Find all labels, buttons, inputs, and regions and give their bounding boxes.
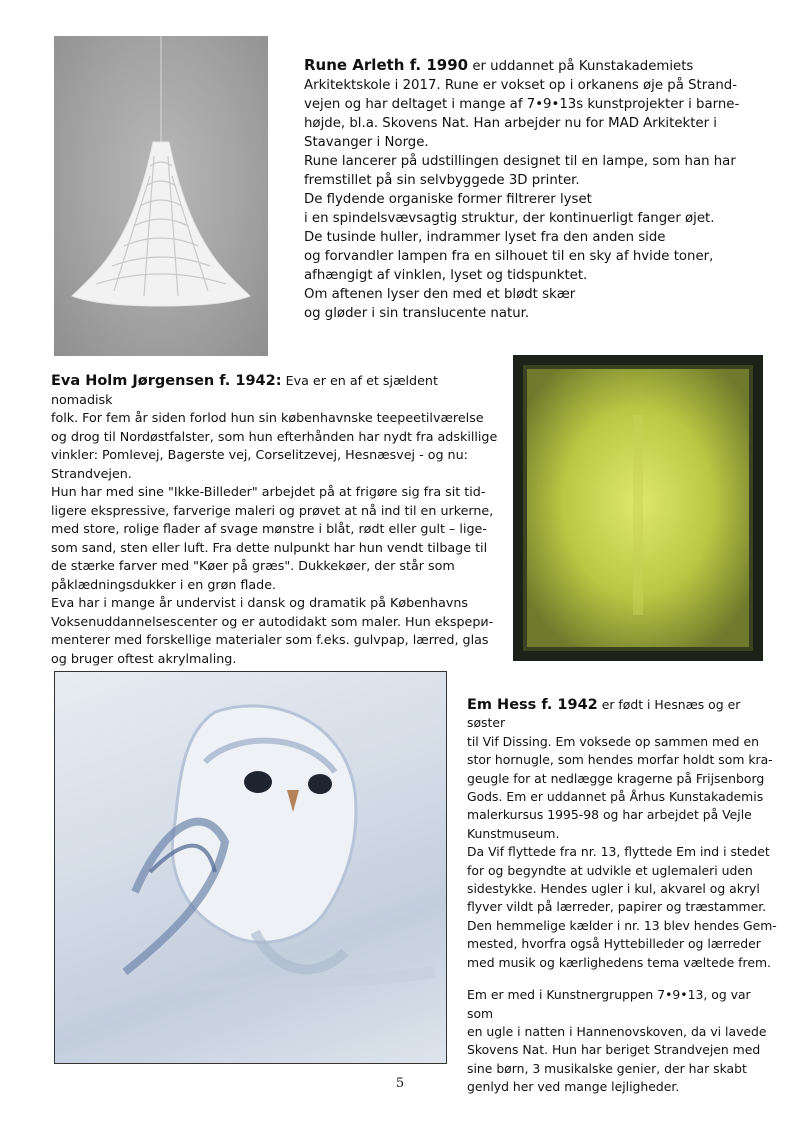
bio-text: de stærke farver med "Køer på græs". Dukkekøer, der står som (51, 558, 455, 573)
bio-text: Skovens Nat. Hun har beriget Strandvejen med (467, 1042, 761, 1058)
bio-line-1 (51, 372, 501, 409)
bio-line-1 (304, 56, 754, 76)
bio-text: med musik og kærlighedens tema væltede frem. (467, 954, 771, 970)
bio-text: geugle for at nedlægge kragerne på Frijsenborg (467, 770, 765, 786)
bio-text: højde, bl.a. Skovens Nat. Han arbejder nu for MAD Arkitekter i (304, 116, 717, 131)
paragraph-gap (467, 972, 777, 986)
bio-text: Om aftenen lyser den med et blødt skær (304, 287, 576, 302)
artist-bio-rune-arleth (304, 56, 754, 323)
bio-text: er uddannet på Kunstakademiets (472, 59, 694, 74)
bio-text: Hun har med sine "Ikke-Billeder" arbejdet på at frigøre sig fra sit tid- (51, 484, 486, 499)
bio-text: Kunstmuseum. (467, 825, 560, 841)
bio-text: en ugle i natten i Hannenovskoven, da vi lavede (467, 1023, 767, 1039)
bio-text: Rune lancerer på udstillingen designet til en lampe, som han har (304, 154, 736, 169)
lamp-photo (54, 36, 268, 356)
artist-name: Em Hess f. 1942 (467, 697, 598, 713)
bio-text: sine børn, 3 musikalske genier, der har skabt (467, 1060, 747, 1076)
bio-text: Den hemmelige kælder i nr. 13 blev hendes Gem- (467, 917, 777, 933)
bio-text: Eva har i mange år undervist i dansk og dramatik på Københavns (51, 595, 469, 610)
owl-illustration (55, 672, 446, 1063)
bio-text: Arkitektskole i 2017. Rune er vokset op i orkanens øje på Strand- (304, 78, 738, 93)
green-painting-illustration (513, 355, 763, 661)
bio-text: Strandvejen. (51, 465, 132, 481)
artist-bio-eva-holm-jorgensen (51, 372, 501, 668)
bio-text: til Vif Dissing. Em voksede op sammen med en (467, 733, 759, 749)
bio-text: Gods. Em er uddannet på Århus Kunstakademis (467, 789, 764, 805)
bio-text: for og begyndte at udvikle et uglemaleri uden (467, 862, 753, 878)
bio-text: ligere ekspressive, farverige maleri og prøvet at nå ind til en urkerne, (51, 502, 494, 518)
bio-text: Em er med i Kunstnergruppen 7•9•13, og var som (467, 987, 751, 1021)
bio-text: og bruger oftest akrylmaling. (51, 650, 237, 666)
bio-text: genlyd her ved mange lejligheder. (467, 1079, 680, 1095)
lamp-illustration (54, 36, 268, 356)
bio-text: i en spindelsvævsagtig struktur, der kontinuerligt fanger øjet. (304, 211, 715, 226)
artist-name: Eva Holm Jørgensen f. 1942: (51, 373, 282, 389)
bio-text: vejen og har deltaget i mange af 7•9•13s kunstprojekter i barne- (304, 97, 740, 112)
green-abstract-painting (513, 355, 763, 661)
bio-text: flyver vildt på lærreder, papirer og træstammer. (467, 899, 767, 915)
bio-text: og drog til Nordøstfalster, som hun efterhånden har nydt fra adskillige (51, 428, 498, 444)
bio-text: og gløder i sin translucente natur. (304, 306, 530, 321)
bio-text: Da Vif flyttede fra nr. 13, flyttede Em ind i stedet (467, 844, 770, 860)
bio-text: Stavanger i Norge. (304, 135, 429, 150)
bio-text: vinkler: Pomlevej, Bagerste vej, Corselitzevej, Hesnæsvej - og nu: (51, 447, 468, 462)
bio-text: malerkursus 1995-98 og har arbejdet på Vejle (467, 807, 752, 823)
bio-text: påklædningsdukker i en grøn flade. (51, 576, 277, 592)
bio-text: menterer med forskellige materialer som f.eks. gulvpap, lærred, glas (51, 632, 489, 647)
bio-text: folk. For fem år siden forlod hun sin københavnske teepeetilværelse (51, 410, 484, 425)
bio-text: afhængigt af vinklen, lyset og tidspunktet. (304, 268, 588, 283)
bio-text: De flydende organiske former filtrerer lyset (304, 192, 592, 207)
bio-text: som sand, sten eller luft. Fra dette nulpunkt har hun vendt tilbage til (51, 539, 488, 555)
owl-painting (54, 671, 447, 1064)
bio-text: Eva er en af et sjældent nomadisk (51, 373, 438, 407)
bio-text: med store, rolige flader af svage mønstre i blåt, rødt eller gult – lige- (51, 521, 487, 536)
bio-text: Voksenuddannelsescenter og er autodidakt som maler. Hun ekspери- (51, 613, 494, 629)
artist-bio-em-hess (467, 696, 777, 1097)
page-number: 5 (395, 1076, 405, 1091)
bio-text: og forvandler lampen fra en silhouet til en sky af hvide toner, (304, 249, 714, 264)
bio-line-1 (467, 696, 777, 733)
bio-text: De tusinde huller, indrammer lyset fra den anden side (304, 230, 666, 245)
bio-text: er født i Hesnæs og er søster (467, 697, 741, 731)
artist-name: Rune Arleth f. 1990 (304, 56, 469, 74)
bio-text: fremstillet på sin selvbyggede 3D printer. (304, 173, 580, 188)
bio-text: sidestykke. Hendes ugler i kul, akvarel og akryl (467, 881, 760, 897)
bio-text: stor hornugle, som hendes morfar holdt som kra- (467, 752, 773, 768)
bio-text: mested, hvorfra også Hyttebilleder og lærreder (467, 936, 761, 952)
